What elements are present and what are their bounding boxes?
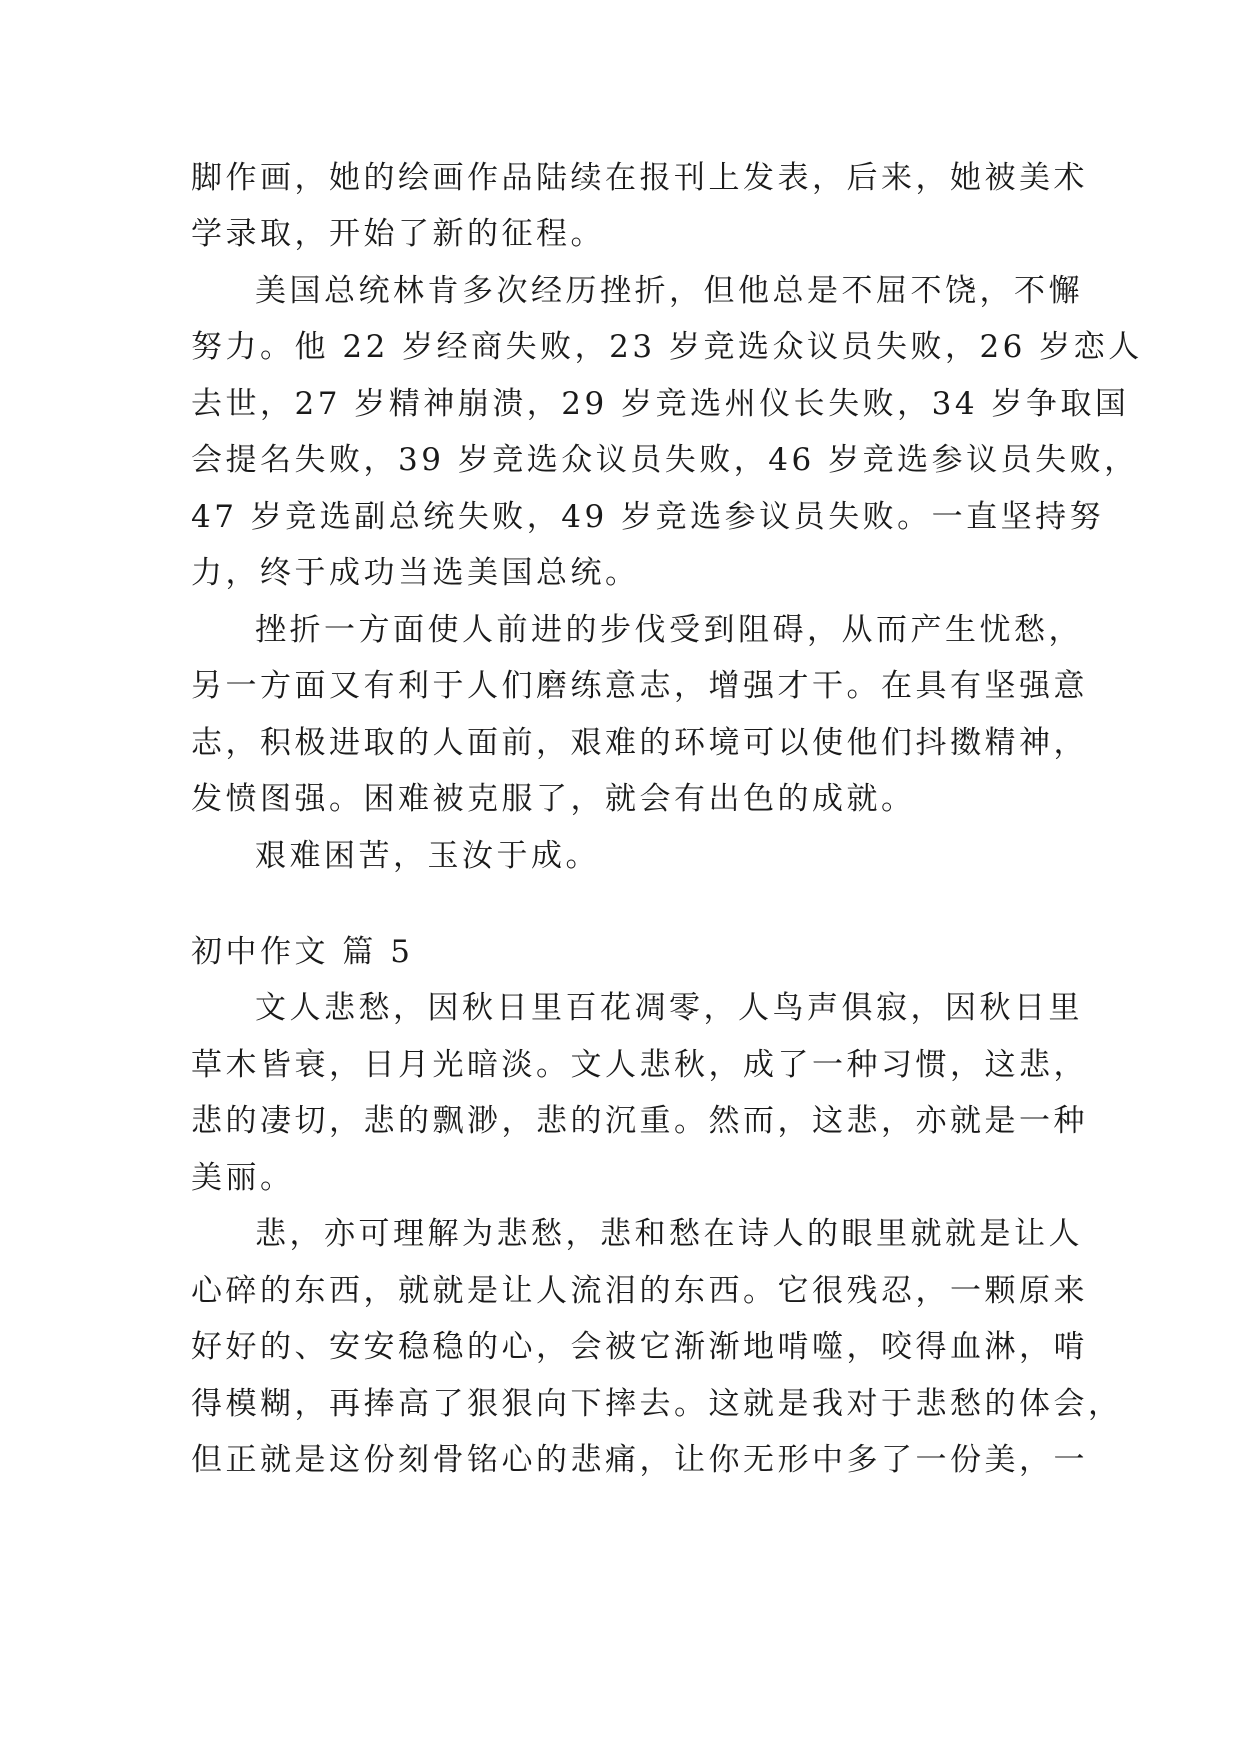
paragraph-line: 草木皆衰，日月光暗淡。文人悲秋，成了一种习惯，这悲， xyxy=(191,1047,1088,1083)
paragraph-line: 另一方面又有利于人们磨练意志，增强才干。在具有坚强意 xyxy=(191,668,1088,704)
paragraph-line: 去世，27 岁精神崩溃，29 岁竞选州仪长失败，34 岁争取国 xyxy=(191,386,1130,422)
paragraph-line: 力，终于成功当选美国总统。 xyxy=(191,555,640,591)
paragraph-line: 艰难困苦，玉汝于成。 xyxy=(255,838,600,874)
paragraph-line: 发愤图强。困难被克服了，就会有出色的成就。 xyxy=(191,781,916,817)
paragraph-line: 悲，亦可理解为悲愁，悲和愁在诗人的眼里就就是让人 xyxy=(255,1216,1083,1252)
paragraph-line: 47 岁竞选副总统失败，49 岁竞选参议员失败。一直坚持努 xyxy=(191,499,1105,535)
paragraph-line: 文人悲愁，因秋日里百花凋零，人鸟声俱寂，因秋日里 xyxy=(255,990,1083,1026)
section-heading: 初中作文 篇 5 xyxy=(191,934,414,970)
paragraph-line: 会提名失败，39 岁竞选众议员失败，46 岁竞选参议员失败， xyxy=(191,442,1139,478)
paragraph-line: 努力。他 22 岁经商失败，23 岁竞选众议员失败，26 岁恋人 xyxy=(191,329,1143,365)
paragraph-line: 悲的凄切，悲的飘渺，悲的沉重。然而，这悲，亦就是一种 xyxy=(191,1103,1088,1139)
paragraph-line: 心碎的东西，就就是让人流泪的东西。它很残忍，一颗原来 xyxy=(191,1273,1088,1309)
paragraph-line: 挫折一方面使人前进的步伐受到阻碍，从而产生忧愁， xyxy=(255,612,1083,648)
paragraph-line: 学录取，开始了新的征程。 xyxy=(191,216,605,252)
paragraph-line: 好好的、安安稳稳的心，会被它渐渐地啃噬，咬得血淋，啃 xyxy=(191,1329,1088,1365)
paragraph-line: 得模糊，再捧高了狠狠向下摔去。这就是我对于悲愁的体会， xyxy=(191,1386,1123,1422)
paragraph-line: 脚作画，她的绘画作品陆续在报刊上发表，后来，她被美术 xyxy=(191,160,1088,196)
paragraph-line: 但正就是这份刻骨铭心的悲痛，让你无形中多了一份美，一 xyxy=(191,1442,1088,1478)
paragraph-line: 美丽。 xyxy=(191,1160,295,1196)
paragraph-line: 志，积极进取的人面前，艰难的环境可以使他们抖擞精神， xyxy=(191,725,1088,761)
paragraph-line: 美国总统林肯多次经历挫折，但他总是不屈不饶，不懈 xyxy=(255,273,1083,309)
